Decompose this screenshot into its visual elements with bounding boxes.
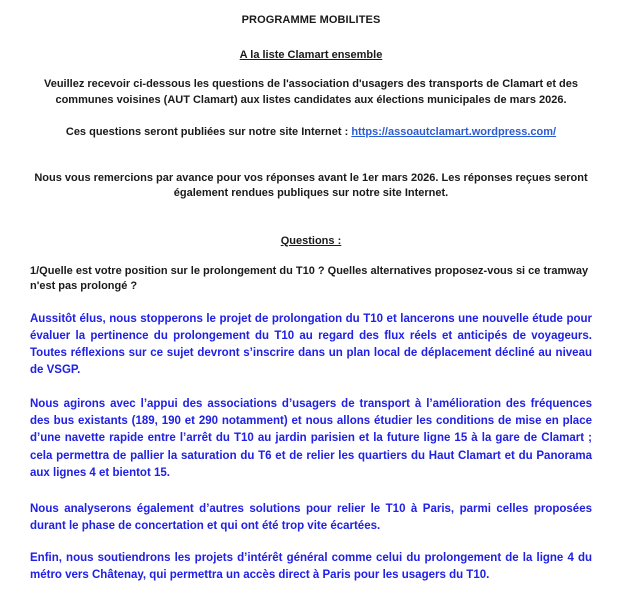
questions-heading: Questions :	[280, 234, 342, 247]
answer-paragraph-4: Enfin, nous soutiendrons les projets d’intérêt général comme celui du prolongement de la ligne 4 du métro vers Châtenay, qui permettra un accès direct à Paris pour les usagers du T10.	[30, 551, 592, 582]
page-title: PROGRAMME MOBILITES	[241, 14, 381, 26]
publish-line	[30, 125, 592, 141]
thanks-paragraph: Nous vous remercions par avance pour vos réponses avant le 1er mars 2026. Les réponses reçues seront également rendues publiques sur notre site Internet.	[34, 171, 588, 199]
addressee-line: A la liste Clamart ensemble	[239, 49, 383, 61]
site-link[interactable]: https://assoautclamart.wordpress.com/	[351, 126, 557, 138]
answer-paragraph-3: Nous analyserons également d’autres solutions pour relier le T10 à Paris, parmi celles proposées durant le phase de concertation et qui ont été trop vite écartées.	[30, 503, 592, 533]
answer-paragraph-1: Aussitôt élus, nous stopperons le projet de prolongation du T10 et lancerons une nouvelle étude pour évaluer la pertinence du prolongement du T10 au regard des flux réels et anticipés de voyageurs. Toutes réflexions sur ce sujet devront s’inscrire dans un plan local de déplacement décliné au niveau de VSGP.	[30, 312, 592, 377]
question-1: 1/Quelle est votre position sur le prolongement du T10 ? Quelles alternatives proposez-vous si ce tramway n'est pas prolongé ?	[30, 264, 589, 292]
publish-prefix: Ces questions seront publiées sur notre site Internet :	[65, 126, 352, 138]
answer-paragraph-2: Nous agirons avec l’appui des associations d’usagers de transport à l’amélioration des fréquences des bus existants (189, 190 et 290 notamment) et nous allons étudier les conditions de mise en place d’une navette rapide entre l’arrêt du T10 au jardin parisien et la future ligne 15 à la gare de Clamart ; cela permettra de pallier la saturation du T6 et de relier les quartiers du Haut Clamart et du Panorama aux lignes 4 et bientot 15.	[30, 397, 592, 479]
intro-paragraph: Veuillez recevoir ci-dessous les questions de l'association d'usagers des transports de Clamart et des communes voisines (AUT Clamart) aux listes candidates aux élections municipales de mars 2026.	[43, 78, 579, 106]
